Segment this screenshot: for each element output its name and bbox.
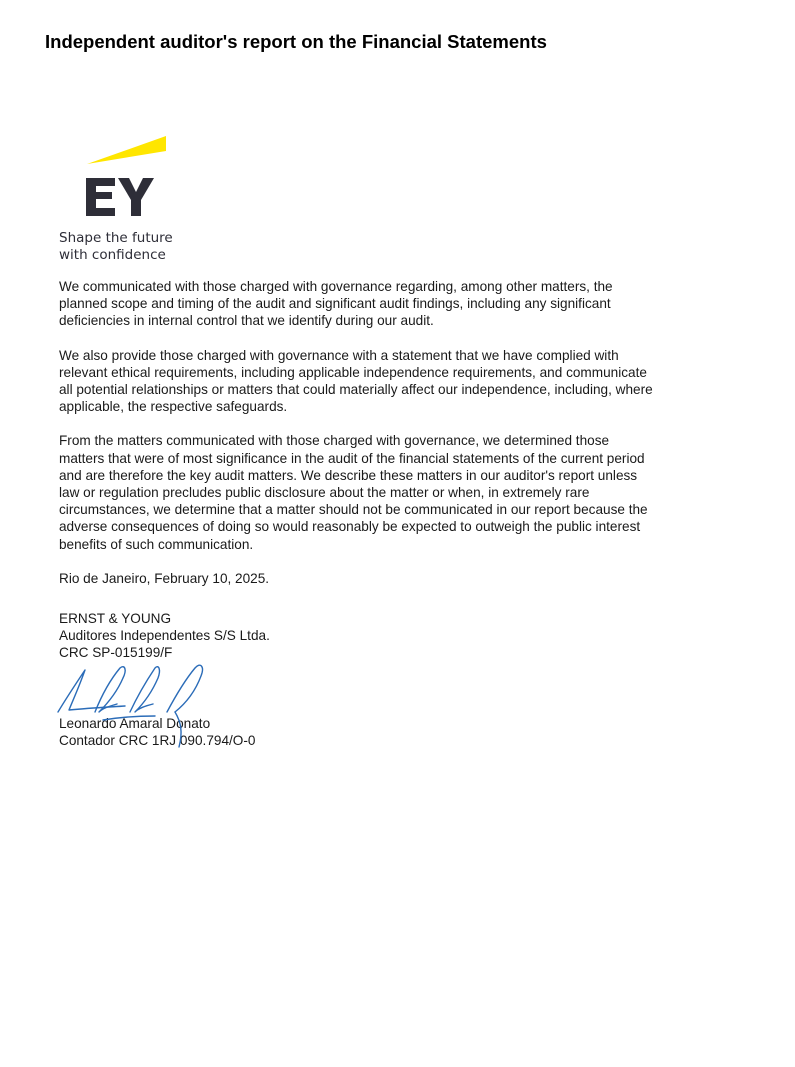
text-line: adverse consequences of doing so would reasonably be expected to outweigh the public interest [59, 519, 641, 535]
ey-logo-mark [57, 133, 197, 228]
firm-name: ERNST & YOUNG [59, 611, 172, 626]
report-body [59, 278, 721, 604]
paragraph-governance-communication [59, 278, 721, 330]
text-line: relevant ethical requirements, including applicable independence requirements, and communicate [59, 364, 647, 380]
signer-name: Leonardo Amaral Donato [59, 716, 211, 731]
firm-registration: CRC SP-015199/F [59, 645, 173, 661]
text-line: law or regulation precludes public disclosure about the matter or when, in extremely rare [59, 485, 590, 501]
text-line: all potential relationships or matters that could materially affect our independence, including, where [59, 382, 653, 398]
text-line: circumstances, we determine that a matter should not be communicated in our report because the [59, 502, 648, 518]
text-line: Rio de Janeiro, February 10, 2025. [59, 570, 270, 586]
text-line: matters that were of most significance in the audit of the financial statements of the current period [59, 450, 645, 466]
text-line: We communicated with those charged with governance regarding, among other matters, the [59, 279, 613, 294]
logo-tagline [59, 230, 173, 264]
signer-title: Contador CRC 1RJ 090.794/O-0 [59, 733, 256, 749]
handwritten-signature [55, 652, 230, 752]
text-line: From the matters communicated with those charged with governance, we determined those [59, 433, 610, 449]
place-and-date [59, 570, 721, 587]
tagline-line: Shape the future [59, 230, 173, 246]
document-heading: Independent auditor's report on the Financial Statements [45, 31, 547, 52]
firm-entity: Auditores Independentes S/S Ltda. [59, 628, 270, 644]
paragraph-key-audit-matters [59, 432, 721, 552]
text-line: benefits of such communication. [59, 536, 254, 552]
text-line: planned scope and timing of the audit and significant audit findings, including any significant [59, 296, 611, 312]
text-line: and are therefore the key audit matters. We describe these matters in our auditor's report unless [59, 467, 638, 483]
text-line: We also provide those charged with governance with a statement that we have complied with [59, 347, 619, 363]
paragraph-independence-statement [59, 347, 721, 416]
ey-logo [57, 133, 197, 268]
tagline-line: with confidence [59, 247, 166, 263]
text-line: deficiencies in internal control that we identify during our audit. [59, 313, 434, 329]
text-line: applicable, the respective safeguards. [59, 399, 288, 415]
